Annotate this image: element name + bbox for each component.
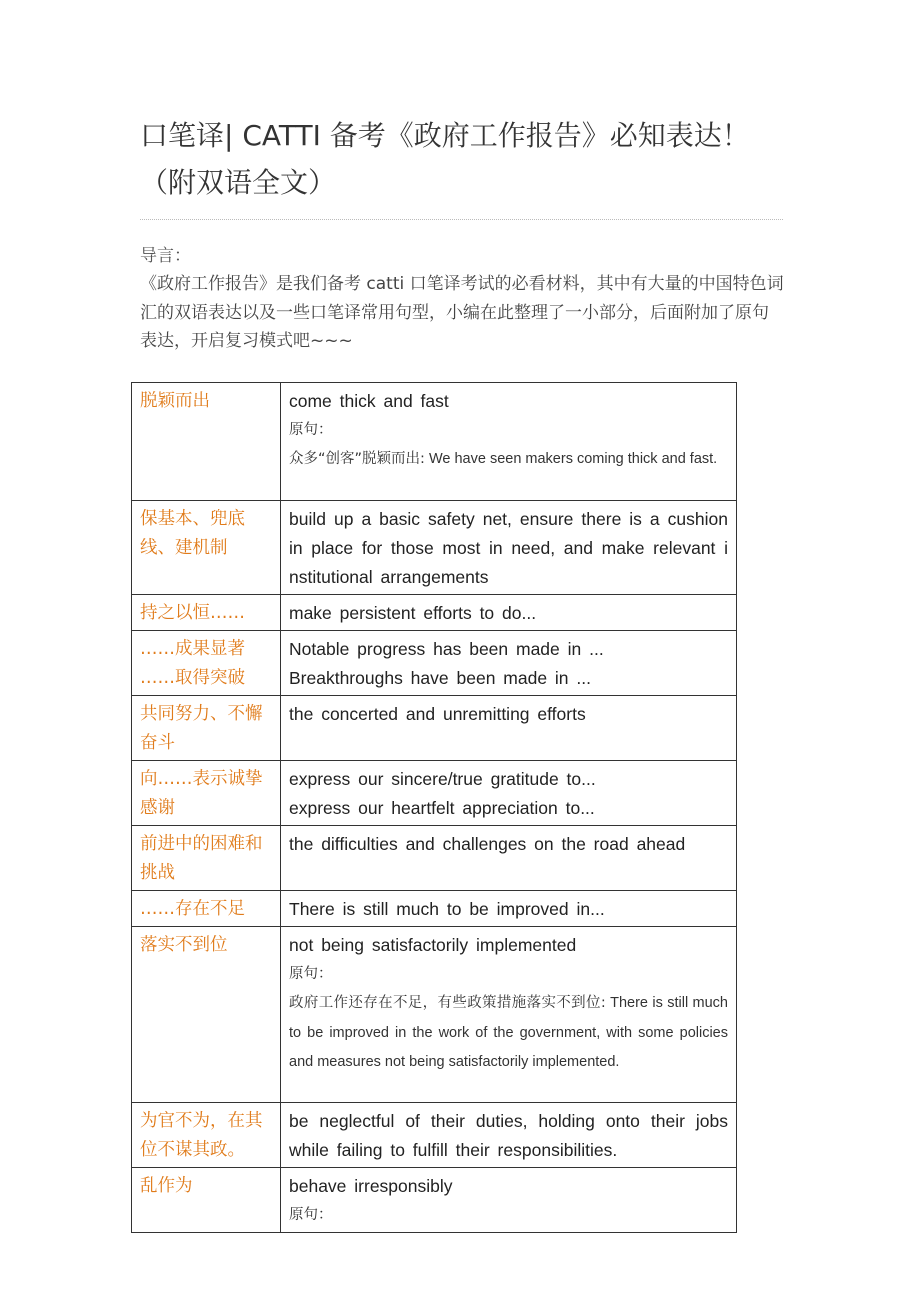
term-cell [132,761,281,826]
translation-text: Notable progress has been made in ... [289,639,604,659]
term-text: ……存在不足 [140,899,245,919]
example-label: 原句： [289,1207,333,1223]
term-cell [132,383,281,501]
table-row [132,631,737,696]
term-text: ……成果显著 [140,639,245,659]
table-row [132,595,737,631]
term-text: 保基本、兜底线、建机制 [140,509,245,558]
page-title: 口笔译| CATTI 备考《政府工作报告》必知表达！（附双语全文） [140,119,750,199]
translation-text: the concerted and unremitting efforts [289,704,586,724]
table-row [132,826,737,891]
translation-cell [281,927,737,1103]
term-cell [132,696,281,761]
intro-label: 导言： [140,246,191,266]
term-cell [132,927,281,1103]
example-cn: 政府工作还存在不足，有些政策措施落实不到位: [289,995,606,1011]
translation-cell [281,1103,737,1168]
table-row [132,927,737,1103]
translation-text: be neglectful of their duties, holding onto their jobs while failing to fulfill their responsibilities. [289,1111,728,1160]
intro-text: 《政府工作报告》是我们备考 catti 口笔译考试的必看材料，其中有大量的中国特色词汇的双语表达以及一些口笔译常用句型，小编在此整理了一小部分，后面附加了原句表达，开启复习模式吧~~~ [140,274,784,351]
term-cell [132,501,281,595]
term-text: 为官不为，在其位不谋其政。 [140,1111,263,1160]
table-row [132,1168,737,1233]
translation-text: express our sincere/true gratitude to... [289,769,596,789]
table-row [132,761,737,826]
table-row [132,501,737,595]
translation-cell [281,383,737,501]
translation-text: come thick and fast [289,391,449,411]
translation-cell [281,1168,737,1233]
table-row [132,891,737,927]
translation-cell [281,631,737,696]
translation-text: not being satisfactorily implemented [289,935,577,955]
example-text [289,989,728,1078]
translation-text: the difficulties and challenges on the road ahead [289,834,686,854]
example-label: 原句： [289,966,333,982]
translation-text: express our heartfelt appreciation to... [289,798,595,818]
title-divider [140,219,783,220]
term-text: ……取得突破 [140,668,245,688]
term-cell [132,1103,281,1168]
term-text: 前进中的困难和挑战 [140,834,263,883]
translation-cell [281,761,737,826]
term-text: 持之以恒…… [140,603,245,623]
term-cell [132,631,281,696]
translation-text: There is still much to be improved in... [289,899,605,919]
table-row [132,1103,737,1168]
example-en: We have seen makers coming thick and fast. [424,451,718,467]
glossary-table [131,382,737,1233]
term-cell [132,1168,281,1233]
term-cell [132,826,281,891]
translation-text: build up a basic safety net, ensure there is a cushion in place for those most in need, and make relevant institutional arrangements [289,509,728,587]
term-text: 落实不到位 [140,935,228,955]
example-text [289,445,728,475]
example-cn: 众多“创客”脱颖而出: [289,451,425,467]
translation-cell [281,891,737,927]
term-cell [132,891,281,927]
table-row [132,383,737,501]
example-en: There is still much to be improved in the work of the government, with some policies and measures not being satisfactorily implemented. [289,995,728,1070]
translation-text: Breakthroughs have been made in ... [289,668,591,688]
translation-cell [281,595,737,631]
term-text: 共同努力、不懈奋斗 [140,704,263,753]
term-text: 向……表示诚挚感谢 [140,769,263,818]
translation-cell [281,696,737,761]
translation-cell [281,826,737,891]
term-text: 脱颖而出 [140,391,210,411]
term-text: 乱作为 [140,1176,193,1196]
term-cell [132,595,281,631]
example-label: 原句： [289,422,333,438]
translation-cell [281,501,737,595]
translation-text: make persistent efforts to do... [289,603,537,623]
translation-text: behave irresponsibly [289,1176,453,1196]
table-row [132,696,737,761]
